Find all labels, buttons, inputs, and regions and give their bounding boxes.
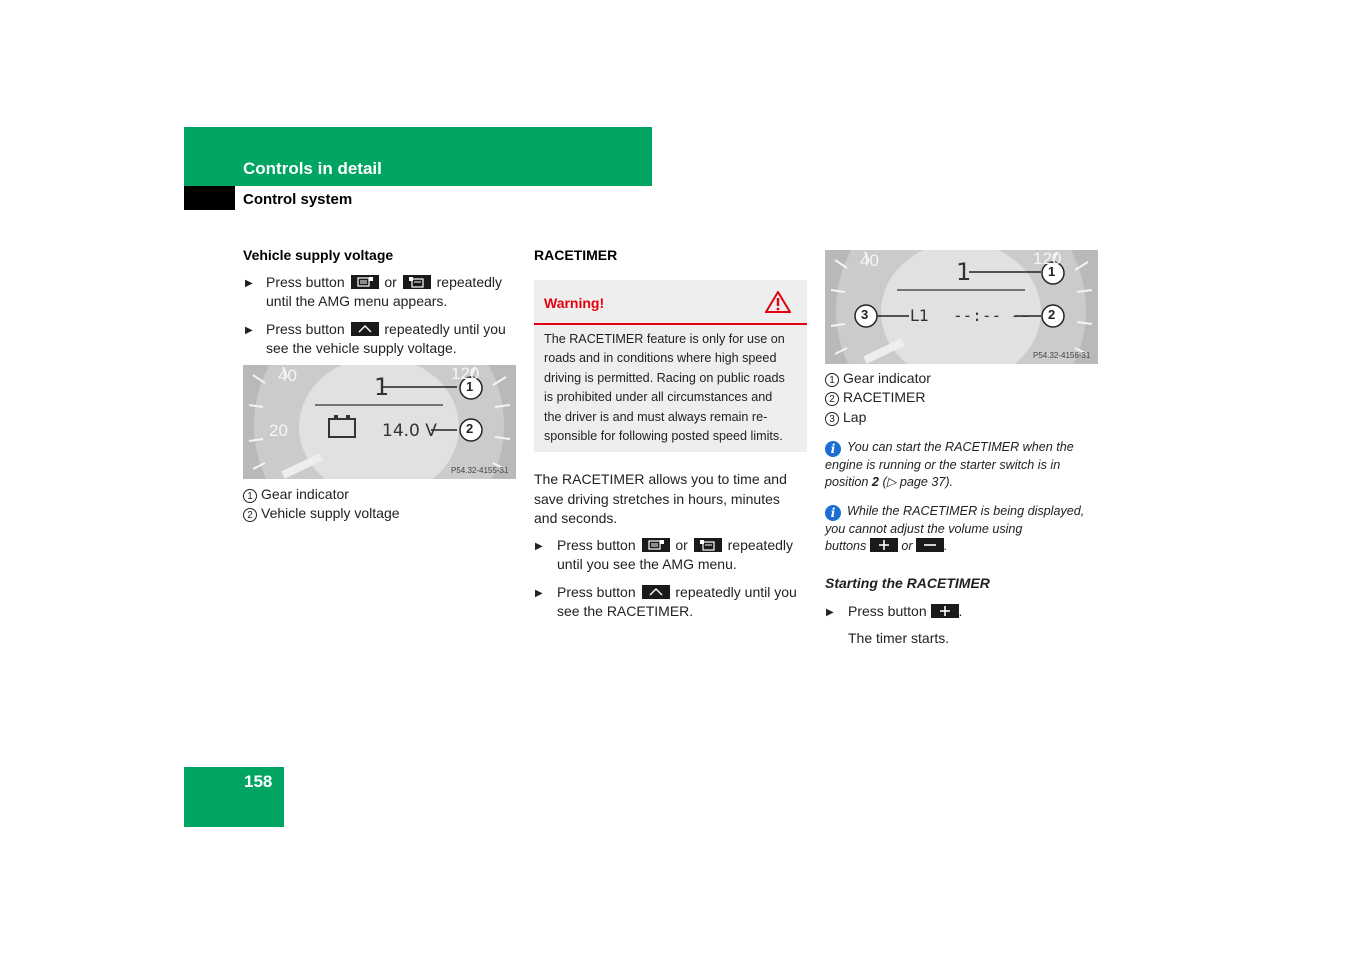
starting-racetimer-heading: Starting the RACETIMER	[825, 575, 990, 591]
legend-item	[243, 504, 400, 524]
warning-line: driving is permitted. Racing on public roads	[544, 370, 785, 385]
gear-indicator-value: 1	[374, 373, 390, 401]
legend-number: 2	[825, 392, 839, 406]
warning-line: roads and in conditions where high speed	[544, 351, 777, 366]
period: .	[958, 603, 963, 619]
legend-label: RACETIMER	[843, 389, 926, 405]
or-text: or	[384, 274, 397, 290]
up-button-icon	[351, 322, 379, 336]
info-note-2	[825, 503, 1095, 555]
bullet-arrow-icon: ▶	[245, 278, 253, 289]
warning-line: The RACETIMER feature is only for use on	[544, 332, 785, 346]
dial-label-120: 120	[451, 365, 480, 383]
figure-code: P54.32-4156-31	[1033, 351, 1091, 360]
step-text-line2: see the RACETIMER.	[557, 603, 694, 619]
gear-indicator-value: 1	[956, 258, 972, 286]
bullet-arrow-icon: ▶	[826, 607, 834, 618]
legend-label: Gear indicator	[261, 486, 349, 502]
or-text: or	[901, 539, 913, 553]
callout-3: 3	[861, 307, 869, 322]
racetimer-heading: RACETIMER	[534, 247, 618, 263]
legend-label: Lap	[843, 409, 867, 425]
step-text: Press button	[848, 603, 927, 619]
subsection-title: Control system	[243, 191, 353, 208]
warning-text	[544, 330, 802, 446]
warning-line: the driver is and must always remain re-	[544, 409, 768, 424]
step-text-post: repeatedly	[727, 537, 794, 553]
plus-button-icon	[931, 604, 959, 618]
legend-number: 1	[243, 489, 257, 503]
step-text-line2: see the vehicle supply voltage.	[266, 340, 457, 356]
header-marker	[184, 186, 235, 210]
legend-item	[243, 485, 349, 505]
page-number: 158	[244, 772, 273, 791]
legend-item	[825, 408, 866, 428]
legend-item	[825, 388, 925, 408]
warning-line: sponsible for following posted speed limits.	[544, 429, 783, 444]
step-text-post: repeatedly until you	[675, 584, 797, 600]
warning-line: is prohibited under all circumstances and	[544, 390, 773, 405]
or-text: or	[675, 537, 688, 553]
callout-2: 2	[466, 421, 474, 436]
info-line: you cannot adjust the volume using	[825, 522, 1023, 536]
info-icon: i	[825, 505, 841, 521]
voltage-value: 14.0 V	[382, 421, 437, 441]
period: .	[944, 539, 948, 553]
dial-label-40: 40	[860, 251, 879, 270]
up-button-icon	[642, 585, 670, 599]
info-line: position	[825, 475, 869, 489]
racetimer-display-figure	[825, 250, 1098, 364]
racetimer-intro	[534, 470, 809, 529]
info-line: buttons	[825, 539, 867, 553]
step-text: Press button	[266, 274, 345, 290]
intro-line: The RACETIMER allows you to time and	[534, 471, 787, 487]
dial-label-20: 20	[269, 421, 288, 440]
step-text-post: repeatedly until you	[384, 321, 506, 337]
display-next-button-icon	[694, 538, 722, 552]
warning-triangle-icon	[765, 291, 791, 318]
step-text-line2: until you see the AMG menu.	[557, 556, 737, 572]
info-note-1	[825, 439, 1095, 491]
lap-value: L1	[910, 306, 930, 325]
timer-value: --:-- --	[953, 306, 1031, 325]
bullet-arrow-icon: ▶	[535, 588, 543, 599]
info-bold: 2	[871, 475, 879, 489]
legend-number: 1	[825, 373, 839, 387]
step-text: Press button	[266, 321, 345, 337]
info-line: You can start the RACETIMER when the	[847, 440, 1074, 454]
warning-title: Warning!	[544, 295, 605, 311]
legend-number: 3	[825, 412, 839, 426]
step-text-post: repeatedly	[436, 274, 503, 290]
legend-number: 2	[243, 508, 257, 522]
timer-starts-text: The timer starts.	[848, 630, 950, 646]
info-line: While the RACETIMER is being displayed,	[847, 504, 1085, 518]
callout-2: 2	[1048, 307, 1056, 322]
display-button-icon	[351, 275, 379, 289]
step-text: Press button	[557, 584, 636, 600]
figure-code: P54.32-4155-31	[451, 466, 509, 475]
info-icon: i	[825, 441, 841, 457]
dial-label-120: 120	[1033, 250, 1062, 268]
minus-button-icon	[916, 538, 944, 552]
callout-1: 1	[1048, 264, 1056, 279]
vehicle-supply-voltage-heading: Vehicle supply voltage	[243, 247, 394, 263]
legend-label: Gear indicator	[843, 370, 931, 386]
dial-label-40: 40	[278, 366, 297, 385]
plus-button-icon	[870, 538, 898, 552]
bullet-arrow-icon: ▶	[245, 325, 253, 336]
step-text-line2: until the AMG menu appears.	[266, 293, 448, 309]
legend-label: Vehicle supply voltage	[261, 505, 400, 521]
intro-line: save driving stretches in hours, minutes	[534, 490, 780, 507]
legend-item	[825, 369, 931, 389]
intro-line: and seconds.	[534, 510, 618, 526]
display-next-button-icon	[403, 275, 431, 289]
page-reference: (▷ page 37).	[882, 475, 954, 489]
step-text: Press button	[557, 537, 636, 553]
voltage-display-figure	[243, 365, 516, 479]
info-line: engine is running or the starter switch is in	[825, 458, 1061, 472]
display-button-icon	[642, 538, 670, 552]
callout-1: 1	[466, 379, 474, 394]
bullet-arrow-icon: ▶	[535, 541, 543, 552]
section-title: Controls in detail	[243, 159, 382, 178]
